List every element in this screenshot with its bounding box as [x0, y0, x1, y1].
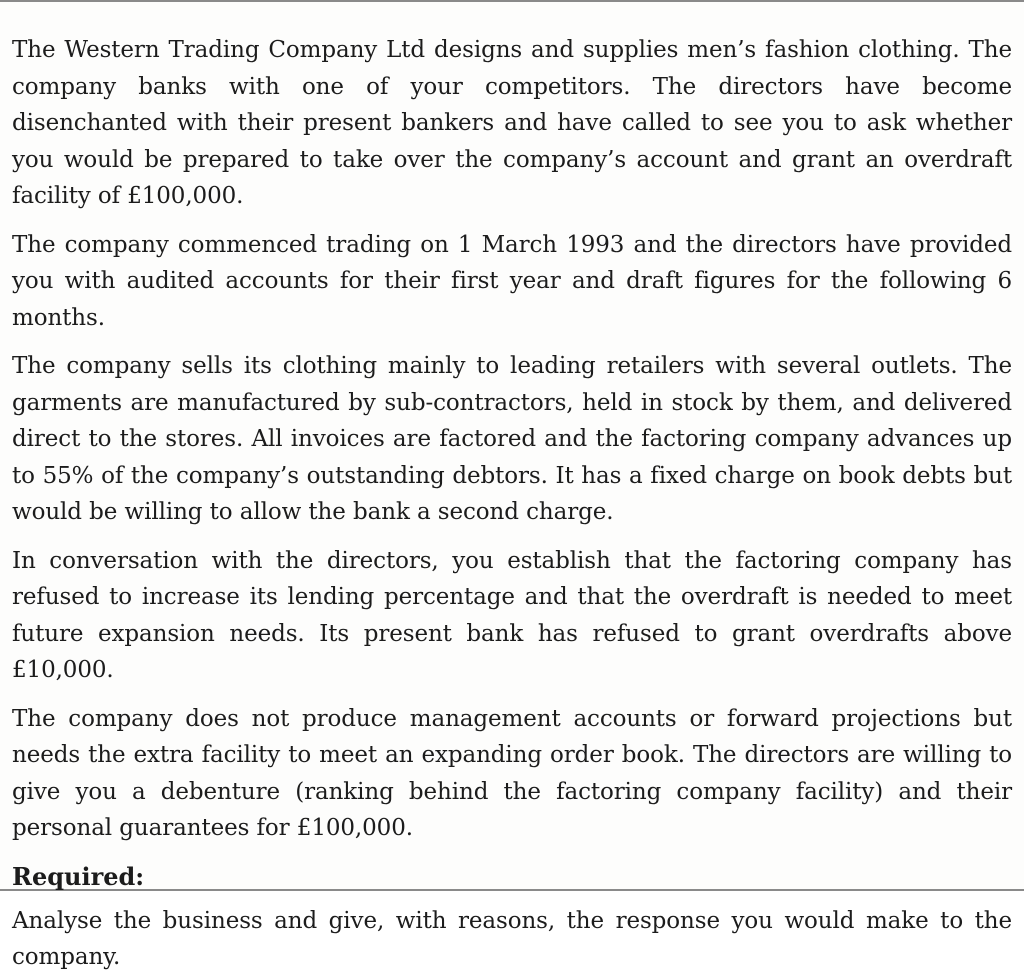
case-study-text [12, 32, 1012, 976]
required-question: Analyse the business and give, with reasons, the response you would make to the company. [12, 907, 1012, 970]
paragraph-security-offered: The company does not produce management accounts or forward projections but needs the extra facility to meet an expanding order book. The directors are willing to give you a debenture (ranking behind the factoring company facility) and their personal guarantees for £100,000. [12, 705, 1012, 841]
required-heading: Required: [12, 861, 145, 891]
paragraph-financing-needs: In conversation with the directors, you establish that the factoring company has refused to increase its lending percentage and that the overdraft is needed to meet future expansion needs. Its present bank has refused to grant overdrafts above £10,000. [12, 547, 1012, 683]
paragraph-trading-history: The company commenced trading on 1 March 1993 and the directors have provided you with audited accounts for their first year and draft figures for the following 6 months. [12, 231, 1012, 331]
paragraph-business-operations: The company sells its clothing mainly to leading retailers with several outlets. The garments are manufactured by sub-contractors, held in stock by them, and delivered direct to the stores. All invoices are factored and the factoring company advances up to 55% of the company’s outstanding debtors. It has a fixed charge on book debts but would be willing to allow the bank a second charge. [12, 353, 1012, 525]
paragraph-company-background: The Western Trading Company Ltd designs and supplies men’s fashion clothing. The company banks with one of your competitors. The directors have become disenchanted with their present bankers and have called to see you to ask whether you would be prepared to take over the company’s account and grant an overdraft facility of £100,000. [12, 37, 1012, 209]
